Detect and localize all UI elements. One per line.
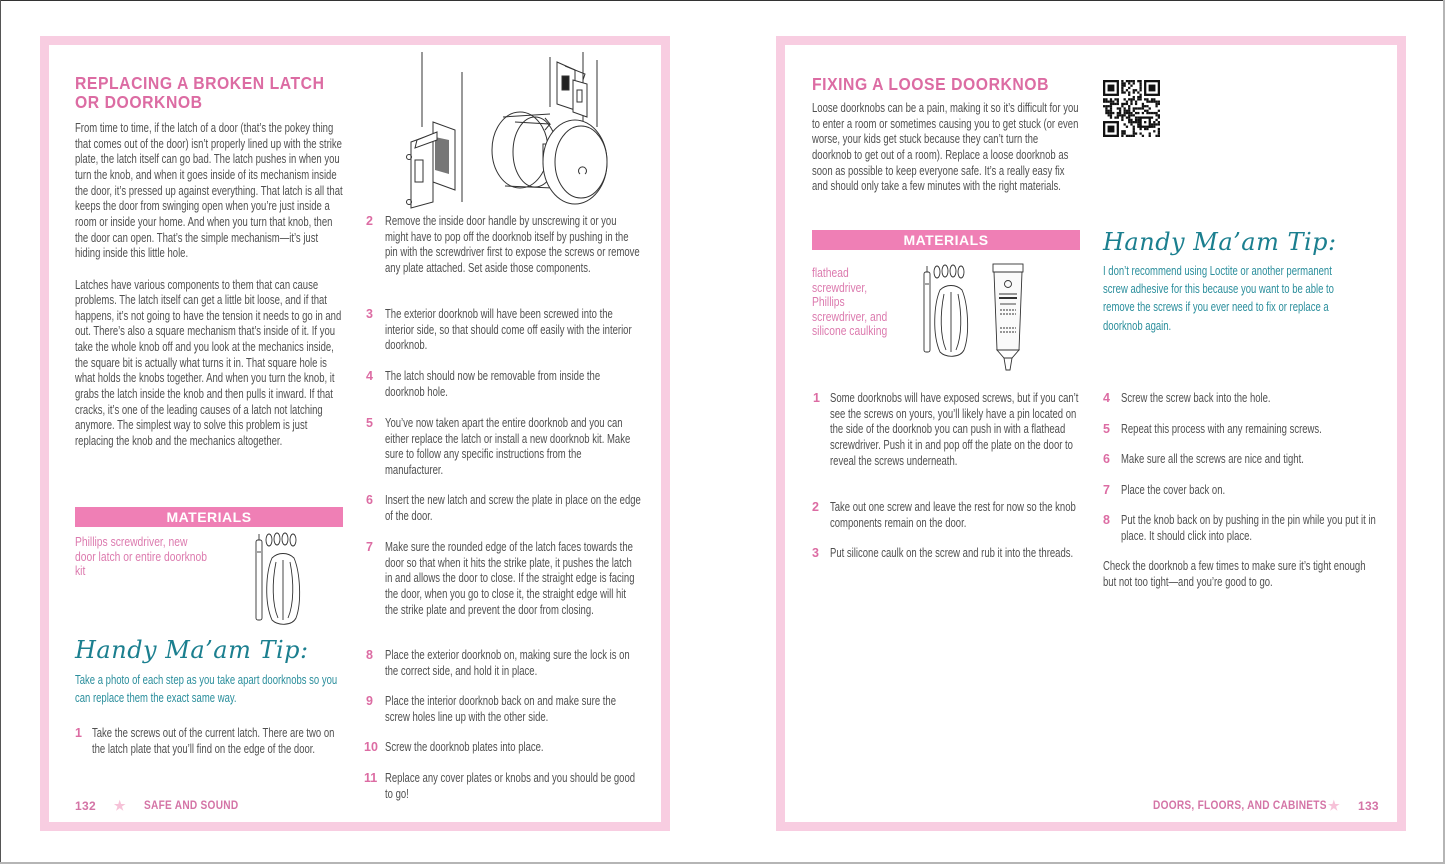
qr-module [1128,114,1130,116]
title-line-1: REPLACING A BROKEN LATCH [75,73,325,93]
qr-module [1130,123,1132,125]
qr-module [1126,101,1128,103]
qr-module [1130,112,1132,114]
image-edge-top [0,0,1445,1]
qr-module [1128,119,1130,121]
qr-module [1133,80,1135,82]
qr-module [1121,116,1123,118]
qr-module [1158,101,1160,103]
qr-module [1144,105,1146,107]
qr-module [1124,85,1126,87]
qr-module [1137,126,1139,128]
materials-list: Phillips screwdriver, new door latch or entire doorknob kit [75,535,208,579]
qr-module [1119,110,1121,112]
qr-module [1153,112,1155,114]
qr-module [1135,116,1137,118]
step-number: 6 [1103,452,1110,466]
qr-module [1137,123,1139,125]
step-number: 11 [364,771,378,785]
qr-module [1121,135,1123,137]
qr-module [1128,121,1130,123]
step-text: Screw the doorknob plates into place. [385,740,544,754]
intro-paragraph: Latches have various components to them that can cause problems. The latch itself can get a little bit loose, and if that happens, it’s not going to have the tension it needs to go in and out. There’s also a square mechanism that’s inside of it. If you take the whole knob off and you look at the mechanics inside, the square bit is actually what turns it in. That square hole is what holds the knobs together. And when you turn the knob, it grabs the latch inside the knob and then pulls it inward. If that cracks, it’s one of the leading causes of a latch not latching anymore. The simplest way to solve this problem is just replacing the knob and the mechanics altogether. [75,277,342,449]
qr-module [1137,98,1139,100]
qr-module [1146,112,1148,114]
star-icon: ★ [1328,798,1340,813]
qr-module [1155,105,1157,107]
qr-module [1108,126,1115,133]
qr-module [1155,101,1157,103]
qr-module [1119,107,1121,109]
qr-module [1121,103,1123,105]
qr-module [1126,80,1128,82]
qr-module [1130,101,1132,103]
step-text: Make sure the rounded edge of the latch faces towards the door so that when it hits the strike plate, it pushes the latch in and allows the door to close. If the straight edge is facing the door, when you go to close it, the straight edge will hit the strike plate and prevent the door from closing. [385,540,635,617]
strike-plate-icon [550,52,597,127]
qr-module [1110,98,1112,100]
qr-module [1130,119,1132,121]
qr-module [1146,110,1148,112]
right-page-title: FIXING A LOOSE DOORKNOB [812,74,1050,94]
doorknob-icon [492,112,607,204]
qr-module [1158,132,1160,134]
qr-module [1121,132,1123,134]
qr-module [1142,105,1144,107]
tip-text: I don’t recommend using Loctite or another permanent screw adhesive for this because you want to be able to remove the screws if you ever need to fix or replace a doorknob again. [1103,264,1334,333]
qr-module [1108,85,1115,92]
qr-module [1117,116,1119,118]
qr-module [1139,107,1141,109]
step-text: Repeat this process with any remaining screws. [1121,422,1322,436]
qr-module [1121,130,1123,132]
qr-module [1151,126,1153,128]
qr-module [1124,114,1126,116]
image-edge-left [0,0,1,864]
qr-module [1158,114,1160,116]
qr-module [1144,110,1146,112]
step-text: Place the interior doorknob back on and make sure the screw holes line up with the other side. [385,694,616,724]
step-number: 2 [366,214,373,228]
qr-module [1124,107,1126,109]
qr-module [1114,103,1116,105]
qr-module [1158,130,1160,132]
qr-module [1105,112,1107,114]
screwdriver-set-illustration [920,264,972,358]
qr-module [1130,98,1132,100]
qr-module [1105,101,1107,103]
qr-module [1105,105,1107,107]
qr-module [1126,103,1128,105]
qr-module [1124,132,1126,134]
step-text: Insert the new latch and screw the plate in place on the edge of the door. [385,493,641,523]
step-number: 6 [366,493,373,507]
screwdriver-set-illustration [252,532,304,626]
qr-module [1137,121,1139,123]
qr-module [1105,107,1107,109]
qr-module [1126,135,1128,137]
qr-module [1139,94,1141,96]
qr-module [1128,112,1130,114]
door-latch-icon [407,122,456,208]
qr-module [1121,89,1123,91]
step-number: 10 [364,740,378,754]
qr-module [1128,105,1130,107]
qr-module [1133,110,1135,112]
step-text: Place the cover back on. [1121,483,1226,497]
qr-module [1155,123,1157,125]
step-text: Screw the screw back into the hole. [1121,391,1271,405]
qr-module [1144,128,1146,130]
qr-module [1151,123,1153,125]
qr-module [1133,96,1135,98]
step-text: Make sure all the screws are nice and tight. [1121,452,1304,466]
silicone-caulk-tube-illustration [990,262,1026,374]
section-name: SAFE AND SOUND [143,800,239,812]
qr-module [1153,101,1155,103]
qr-module [1133,135,1135,137]
qr-module [1110,101,1112,103]
qr-module [1151,116,1153,118]
qr-module [1137,80,1139,82]
qr-module [1117,101,1119,103]
step-text: The exterior doorknob will have been screwed into the interior side, so that should come off easily with the interior doorknob. [385,307,632,353]
qr-module [1139,98,1141,100]
title-line-2: OR DOORKNOB [75,91,203,112]
step-number: 5 [1103,422,1110,436]
qr-module [1124,112,1126,114]
qr-module [1130,85,1132,87]
qr-module [1153,98,1155,100]
qr-module [1144,121,1146,123]
qr-module [1126,116,1128,118]
qr-module [1133,126,1135,128]
qr-module [1142,103,1144,105]
qr-module [1155,119,1157,121]
step-number: 9 [366,694,373,708]
qr-module [1149,101,1151,103]
qr-module [1128,87,1130,89]
qr-module [1128,80,1130,82]
qr-module [1110,114,1112,116]
qr-module [1124,123,1126,125]
qr-module [1128,82,1130,84]
qr-module [1121,80,1123,82]
qr-module [1135,103,1137,105]
qr-module [1124,130,1126,132]
qr-module [1135,132,1137,134]
qr-module [1117,107,1119,109]
qr-module [1119,112,1121,114]
qr-module [1158,103,1160,105]
qr-module [1128,107,1130,109]
qr-module [1149,112,1151,114]
closing-paragraph: Check the doorknob a few times to make sure it’s tight enough but not too tight—and you’re good to go. [1103,559,1366,589]
qr-module [1121,105,1123,107]
qr-module [1126,112,1128,114]
qr-module [1119,114,1121,116]
step-text: The latch should now be removable from inside the doorknob hole. [385,369,601,399]
step-number: 7 [1103,483,1110,497]
qr-module [1151,112,1153,114]
qr-module [1155,135,1157,137]
step-text: Remove the inside door handle by unscrewing it or you might have to pop off the doorknob itself by pushing in the pin with the screwdriver first to expose the screws or remove any plate attached. Set aside those components. [385,214,640,275]
qr-module [1133,128,1135,130]
materials-header: MATERIALS [75,507,343,527]
qr-module [1121,85,1123,87]
qr-module [1153,126,1155,128]
step-number: 3 [812,546,819,560]
qr-module [1130,135,1132,137]
qr-module [1142,112,1144,114]
qr-code-icon[interactable] [1103,80,1160,137]
materials-list: flathead screwdriver, Phillips screwdriver, and silicone caulking [812,266,888,339]
step-text: Take the screws out of the current latch. There are two on the latch plate that you’ll find on the edge of the door. [92,726,335,756]
qr-module [1114,98,1116,100]
qr-module [1139,96,1141,98]
intro-paragraph: From time to time, if the latch of a door (that’s the pokey thing that comes out of the door) isn’t properly lined up with the strike plate, the latch itself can go bad. The latch pushes in when you turn the knob, and when it goes inside of its mechanism inside the door, it’s pressed up against everything. That latch is all that keeps the door from swinging open when you’re just inside a room or inside your home. And when you turn that knob, then the door can open. That’s the simple mechanism—it’s just hiding inside this little hole. [75,121,343,261]
qr-module [1135,107,1137,109]
qr-module [1108,105,1110,107]
qr-module [1133,91,1135,93]
qr-module [1146,98,1148,100]
qr-module [1128,110,1130,112]
qr-module [1139,132,1141,134]
qr-module [1133,132,1135,134]
qr-module [1133,130,1135,132]
qr-module [1144,98,1146,100]
step-number: 8 [366,648,373,662]
qr-module [1133,89,1135,91]
qr-module [1139,85,1141,87]
qr-module [1108,101,1110,103]
qr-module [1110,112,1112,114]
qr-module [1126,110,1128,112]
left-footer [75,798,251,814]
qr-module [1146,105,1148,107]
right-footer [1153,798,1379,814]
qr-module [1130,114,1132,116]
qr-module [1149,132,1151,134]
step-text: Put the knob back on by pushing in the pin while you put it in place. It should click into place. [1121,513,1376,543]
qr-module [1153,130,1155,132]
qr-module [1142,107,1144,109]
qr-module [1155,114,1157,116]
qr-module [1130,121,1132,123]
qr-module [1124,103,1126,105]
materials-header: MATERIALS [812,230,1080,250]
qr-module [1124,110,1126,112]
qr-module [1126,89,1128,91]
qr-module [1110,107,1112,109]
qr-module [1146,101,1148,103]
section-name: DOORS, FLOORS, AND CABINETS [1153,800,1327,812]
qr-module [1121,91,1123,93]
right-intro: Loose doorknobs can be a pain, making it so it’s difficult for you to enter a room or sometimes causing you to get stuck (or even worse, your kids get stuck because they can’t turn the doorknob to get out of a room). Replace a loose doorknob as soon as possible to keep everyone safe. It’s a really easy fix and should only take a few minutes with the right materials. [812,101,1079,194]
qr-module [1139,89,1141,91]
page-number: 132 [75,799,96,813]
qr-module [1110,116,1112,118]
step-text: Place the exterior doorknob on, making sure the lock is on the correct side, and hold it in place. [385,648,630,678]
qr-module [1117,98,1119,100]
qr-module [1117,114,1119,116]
qr-module [1117,112,1119,114]
qr-module [1137,112,1139,114]
qr-module [1103,105,1105,107]
qr-module [1110,103,1112,105]
qr-module [1128,94,1130,96]
qr-module [1155,103,1157,105]
qr-module [1158,135,1160,137]
doorknob-illustration [385,52,645,210]
qr-module [1149,135,1151,137]
qr-module [1133,121,1135,123]
qr-module [1112,112,1114,114]
qr-module [1151,98,1153,100]
page-number: 133 [1357,799,1379,813]
step-number: 4 [366,369,373,383]
step-number: 4 [1103,391,1110,405]
qr-module [1153,123,1155,125]
qr-module [1130,80,1132,82]
step-number: 2 [812,500,819,514]
step-text: You’ve now taken apart the entire doorknob and you can either replace the latch or install a new doorknob kit. Make sure to follow any specific instructions from the manufacturer. [385,416,631,477]
qr-module [1108,112,1110,114]
qr-module [1137,119,1139,121]
qr-module [1133,107,1135,109]
qr-module [1112,101,1114,103]
qr-module [1128,116,1130,118]
qr-module [1103,98,1105,100]
qr-module [1110,105,1112,107]
qr-module [1114,116,1116,118]
tip-heading: Handy Ma’am Tip: [75,636,309,664]
step-number: 3 [366,307,373,321]
step-number: 7 [366,540,373,554]
qr-module [1137,91,1139,93]
tip-text: Take a photo of each step as you take apart doorknobs so you can replace them the exact same way. [75,673,338,706]
qr-module [1133,98,1135,100]
step-text: Some doorknobs will have exposed screws, but if you can’t see the screws on yours, you’ll likely have a pin located on the side of the doorknob you can push in with a flathead screwdriver. Push it in and pop off the plate on the door to reveal the screws underneath. [830,391,1079,468]
qr-module [1124,98,1126,100]
step-number: 8 [1103,513,1110,527]
qr-module [1135,89,1137,91]
step-text: Take out one screw and leave the rest for now so the knob components remain on the door. [830,500,1076,530]
qr-module [1139,87,1141,89]
star-icon: ★ [113,798,126,813]
qr-module [1135,119,1137,121]
qr-module [1126,126,1128,128]
left-intro [75,121,345,465]
qr-module [1124,91,1126,93]
qr-module [1112,103,1114,105]
qr-module [1121,114,1123,116]
qr-module [1121,119,1123,121]
qr-module [1137,96,1139,98]
qr-module [1158,116,1160,118]
qr-module [1139,128,1141,130]
qr-module [1108,110,1110,112]
step-number: 5 [366,416,373,430]
qr-module [1117,103,1119,105]
qr-module [1110,110,1112,112]
step-number: 1 [75,726,82,740]
qr-module [1146,128,1148,130]
qr-module [1158,110,1160,112]
qr-module [1137,107,1139,109]
qr-module [1128,135,1130,137]
qr-module [1135,101,1137,103]
qr-module [1158,123,1160,125]
step-text: Put silicone caulk on the screw and rub it into the threads. [830,546,1074,560]
qr-module [1155,112,1157,114]
qr-module [1105,98,1107,100]
qr-module [1151,101,1153,103]
left-page-title [75,74,324,111]
qr-module [1149,85,1156,92]
qr-module [1153,121,1155,123]
qr-module [1108,114,1110,116]
qr-module [1133,82,1135,84]
qr-module [1121,82,1123,84]
qr-module [1121,87,1123,89]
qr-module [1103,101,1105,103]
qr-module [1137,116,1139,118]
qr-module [1105,110,1107,112]
qr-module [1158,128,1160,130]
qr-module [1133,114,1135,116]
qr-module [1135,121,1137,123]
step-number: 1 [813,391,820,405]
qr-module [1139,80,1141,82]
qr-module [1139,82,1141,84]
qr-module [1149,107,1151,109]
qr-module [1135,112,1137,114]
qr-module [1124,82,1126,84]
qr-module [1130,103,1132,105]
qr-module [1142,135,1144,137]
qr-module [1128,91,1130,93]
tip-heading: Handy Ma’am Tip: [1103,228,1337,256]
qr-module [1158,121,1160,123]
qr-module [1128,98,1130,100]
step-text: Replace any cover plates or knobs and you should be good to go! [385,771,636,801]
